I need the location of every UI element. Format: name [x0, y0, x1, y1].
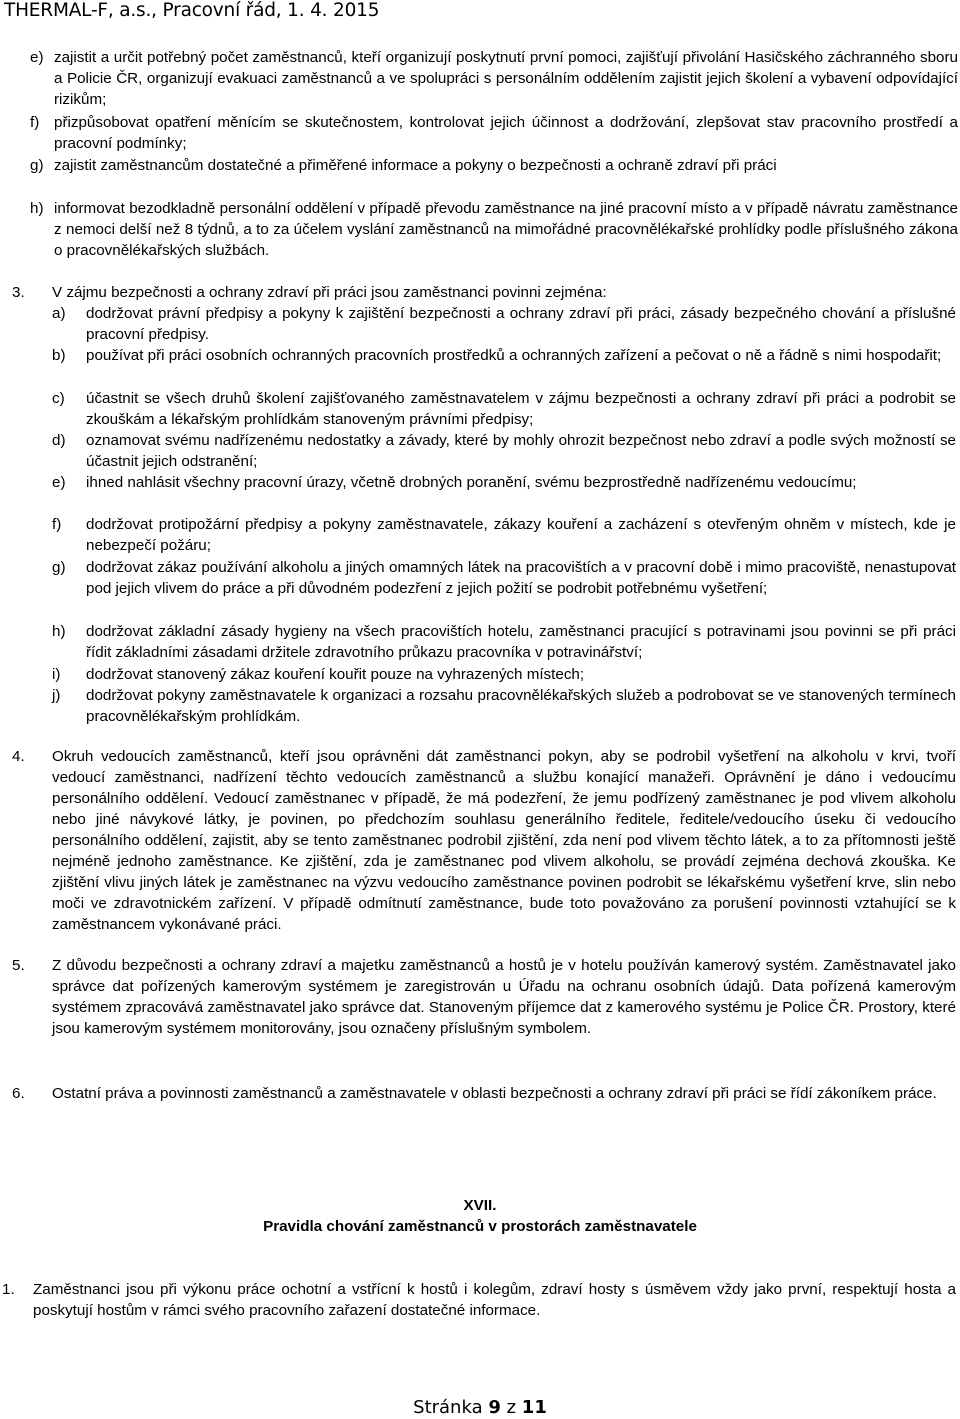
list-item-text: dodržovat základní zásady hygieny na všech pracovištích hotelu, zaměstnanci pracující s potravinami jsou povinni se při práci řídit základními zásadami držitele zdravotního průkazu pracovníka v potravinářství; — [86, 623, 956, 661]
rule-text: Zaměstnanci jsou při výkonu práce ochotní a vstřícní k hostů i kolegům, zdraví hosty s úsměvem vždy jako první, respektují hosta a poskytují hostům v rámci svého pracovního zařazení dostatečné informace. — [33, 1281, 956, 1319]
list-item-text: informovat bezodkladně personální oddělení v případě převodu zaměstnance na jiné pracovní místo a v případě návratu zaměstnance z nemoci delší než 8 týdnů, a to za účelem vyslání zaměstnanců na mimořádné pracovnělékařské prohlídky podle příslušného zákona o pracovnělékařských službách. — [54, 200, 958, 259]
footer-of: z — [506, 1397, 517, 1418]
list-item-text: oznamovat svému nadřízenému nedostatky a závady, které by mohly ohrozit bezpečnost nebo zdraví a podle svých možností se účastnit jejich odstranění; — [86, 432, 956, 470]
list-item-text: zajistit a určit potřebný počet zaměstnanců, kteří organizují poskytnutí první pomoci, zajišťují přivolání Hasičského záchranného sboru a Policie ČR, organizují evakuaci zaměstnanců a ve spolupráci s personálním oddělením zajistit jejich školení a vybavení odpovídající rizikům; — [54, 49, 958, 108]
list-item-text: dodržovat pokyny zaměstnavatele k organizaci a rozsahu pracovnělékařských služeb a podrobovat se ve stanovených termínech pracovnělékařským prohlídkám. — [86, 687, 956, 725]
list-item-text: dodržovat zákaz používání alkoholu a jiných omamných látek na pracovištích a v pracovní době i mimo pracoviště, nenastupovat pod jejich vlivem do práce a při důvodném podezření z jejich požití se podrobit potřebnému vyšetření; — [86, 559, 956, 597]
list-item-label: h) — [30, 200, 44, 217]
list-item-label: e) — [52, 474, 66, 491]
footer-prefix: Stránka — [413, 1397, 483, 1418]
list-item-label: i) — [52, 666, 61, 683]
list-item-label: a) — [52, 305, 66, 322]
section-text: Okruh vedoucích zaměstnanců, kteří jsou oprávněni dát zaměstnanci pokyn, aby se podrobil vyšetření na alkoholu v krvi, tvoří vedoucí zaměstnanci, nadřízení těchto vedoucích zaměstnanců a službu konající manažeři. Oprávnění je dáno i vedoucímu personálního oddělení. Vedoucí zaměstnanec v případě, že má podezření, že jemu podřízený zaměstnanec je pod vlivem alkoholu nebo jiné návykové látky, je povinen, po předchozím souhlasu generálního ředitele, ředitele/vedoucího úseku či vedoucího personálního oddělení, zajistit, aby se tento zaměstnanec podrobil zjištění, zda není pod vlivem těchto látek, a to za přítomnosti ještě nejméně jednoho zaměstnance. Ke zjištění, zda je zaměstnanec pod vlivem alkoholu, se provádí zejména dechová zkouška. Ke zjištění vlivu jiných látek je zaměstnanec na výzvu vedoucího zaměstnance povinen podrobit se lékařskému vyšetření krve, slin nebo moči ve zdravotnickém zařízení. V případě odmítnutí zaměstnance, bude toto považováno za porušení povinnosti vztahující se k zaměstnancem vykonávané práci. — [52, 748, 956, 933]
list-item-label: g) — [52, 559, 66, 576]
section-number: 5. — [12, 957, 25, 974]
list-item-text: dodržovat právní předpisy a pokyny k zajištění bezpečnosti a ochrany zdraví při práci, zásady bezpečného chování a příslušné pracovní předpisy. — [86, 305, 956, 343]
section-number: 6. — [12, 1085, 25, 1102]
list-item-label: j) — [52, 687, 61, 704]
document-header: THERMAL-F, a.s., Pracovní řád, 1. 4. 2015 — [4, 0, 380, 21]
list-item-text: používat při práci osobních ochranných pracovních prostředků a ochranných zařízení a pečovat o ně a řádně s nimi hospodařit; — [86, 347, 942, 364]
footer-page-total: 11 — [521, 1397, 547, 1418]
list-item-label: f) — [52, 516, 62, 533]
list-item-text: zajistit zaměstnancům dostatečné a přiměřené informace a pokyny o bezpečnosti a ochraně zdraví při práci — [54, 157, 777, 174]
list-item-label: h) — [52, 623, 66, 640]
list-item-text: ihned nahlásit všechny pracovní úrazy, včetně drobných poranění, svému bezprostředně nadřízenému vedoucímu; — [86, 474, 857, 491]
chapter-number: XVII. — [463, 1197, 497, 1214]
section-intro: V zájmu bezpečnosti a ochrany zdraví při práci jsou zaměstnanci povinni zejména: — [52, 284, 607, 301]
list-item-text: dodržovat protipožární předpisy a pokyny zaměstnavatele, zákazy kouření a zacházení s otevřeným ohněm v místech, kde je nebezpečí požáru; — [86, 516, 956, 554]
chapter-title: Pravidla chování zaměstnanců v prostorách zaměstnavatele — [263, 1218, 697, 1235]
list-item-label: c) — [52, 390, 65, 407]
rule-number: 1. — [2, 1281, 15, 1298]
section-text: Z důvodu bezpečnosti a ochrany zdraví a majetku zaměstnanců a hostů je v hotelu používán kamerový systém. Zaměstnavatel jako správce dat pořízených kamerovým systémem je zaregistrován u Úřadu na ochranu osobních údajů. Data pořízená kamerovým systémem zpracovává zaměstnavatel jako správce dat. Stanoveným příjemce dat z kamerového systému je Police ČR. Prostory, které jsou kamerovým systémem monitorovány, jsou označeny příslušným symbolem. — [52, 957, 956, 1037]
list-item-label: g) — [30, 157, 44, 174]
list-item-text: účastnit se všech druhů školení zajišťovaného zaměstnavatelem v zájmu bezpečnosti a ochrany zdraví při práci a podrobit se zkouškám a lékařským prohlídkám stanoveným právními předpisy; — [86, 390, 956, 428]
list-item-text: přizpůsobovat opatření měnícím se skutečnostem, kontrolovat jejich účinnost a dodržování, zlepšovat stav pracovního prostředí a pracovní podmínky; — [54, 114, 958, 152]
section-text: Ostatní práva a povinnosti zaměstnanců a zaměstnavatele v oblasti bezpečnosti a ochrany zdraví při práci se řídí zákoníkem práce. — [52, 1085, 937, 1102]
section-number: 4. — [12, 748, 25, 765]
list-item-label: f) — [30, 114, 40, 131]
footer-page-number: 9 — [488, 1397, 501, 1418]
page-footer — [0, 1397, 960, 1418]
list-item-label: b) — [52, 347, 66, 364]
section-number: 3. — [12, 284, 25, 301]
list-item-label: d) — [52, 432, 66, 449]
list-item-label: e) — [30, 49, 44, 66]
list-item-text: dodržovat stanovený zákaz kouření kouřit pouze na vyhrazených místech; — [86, 666, 585, 683]
